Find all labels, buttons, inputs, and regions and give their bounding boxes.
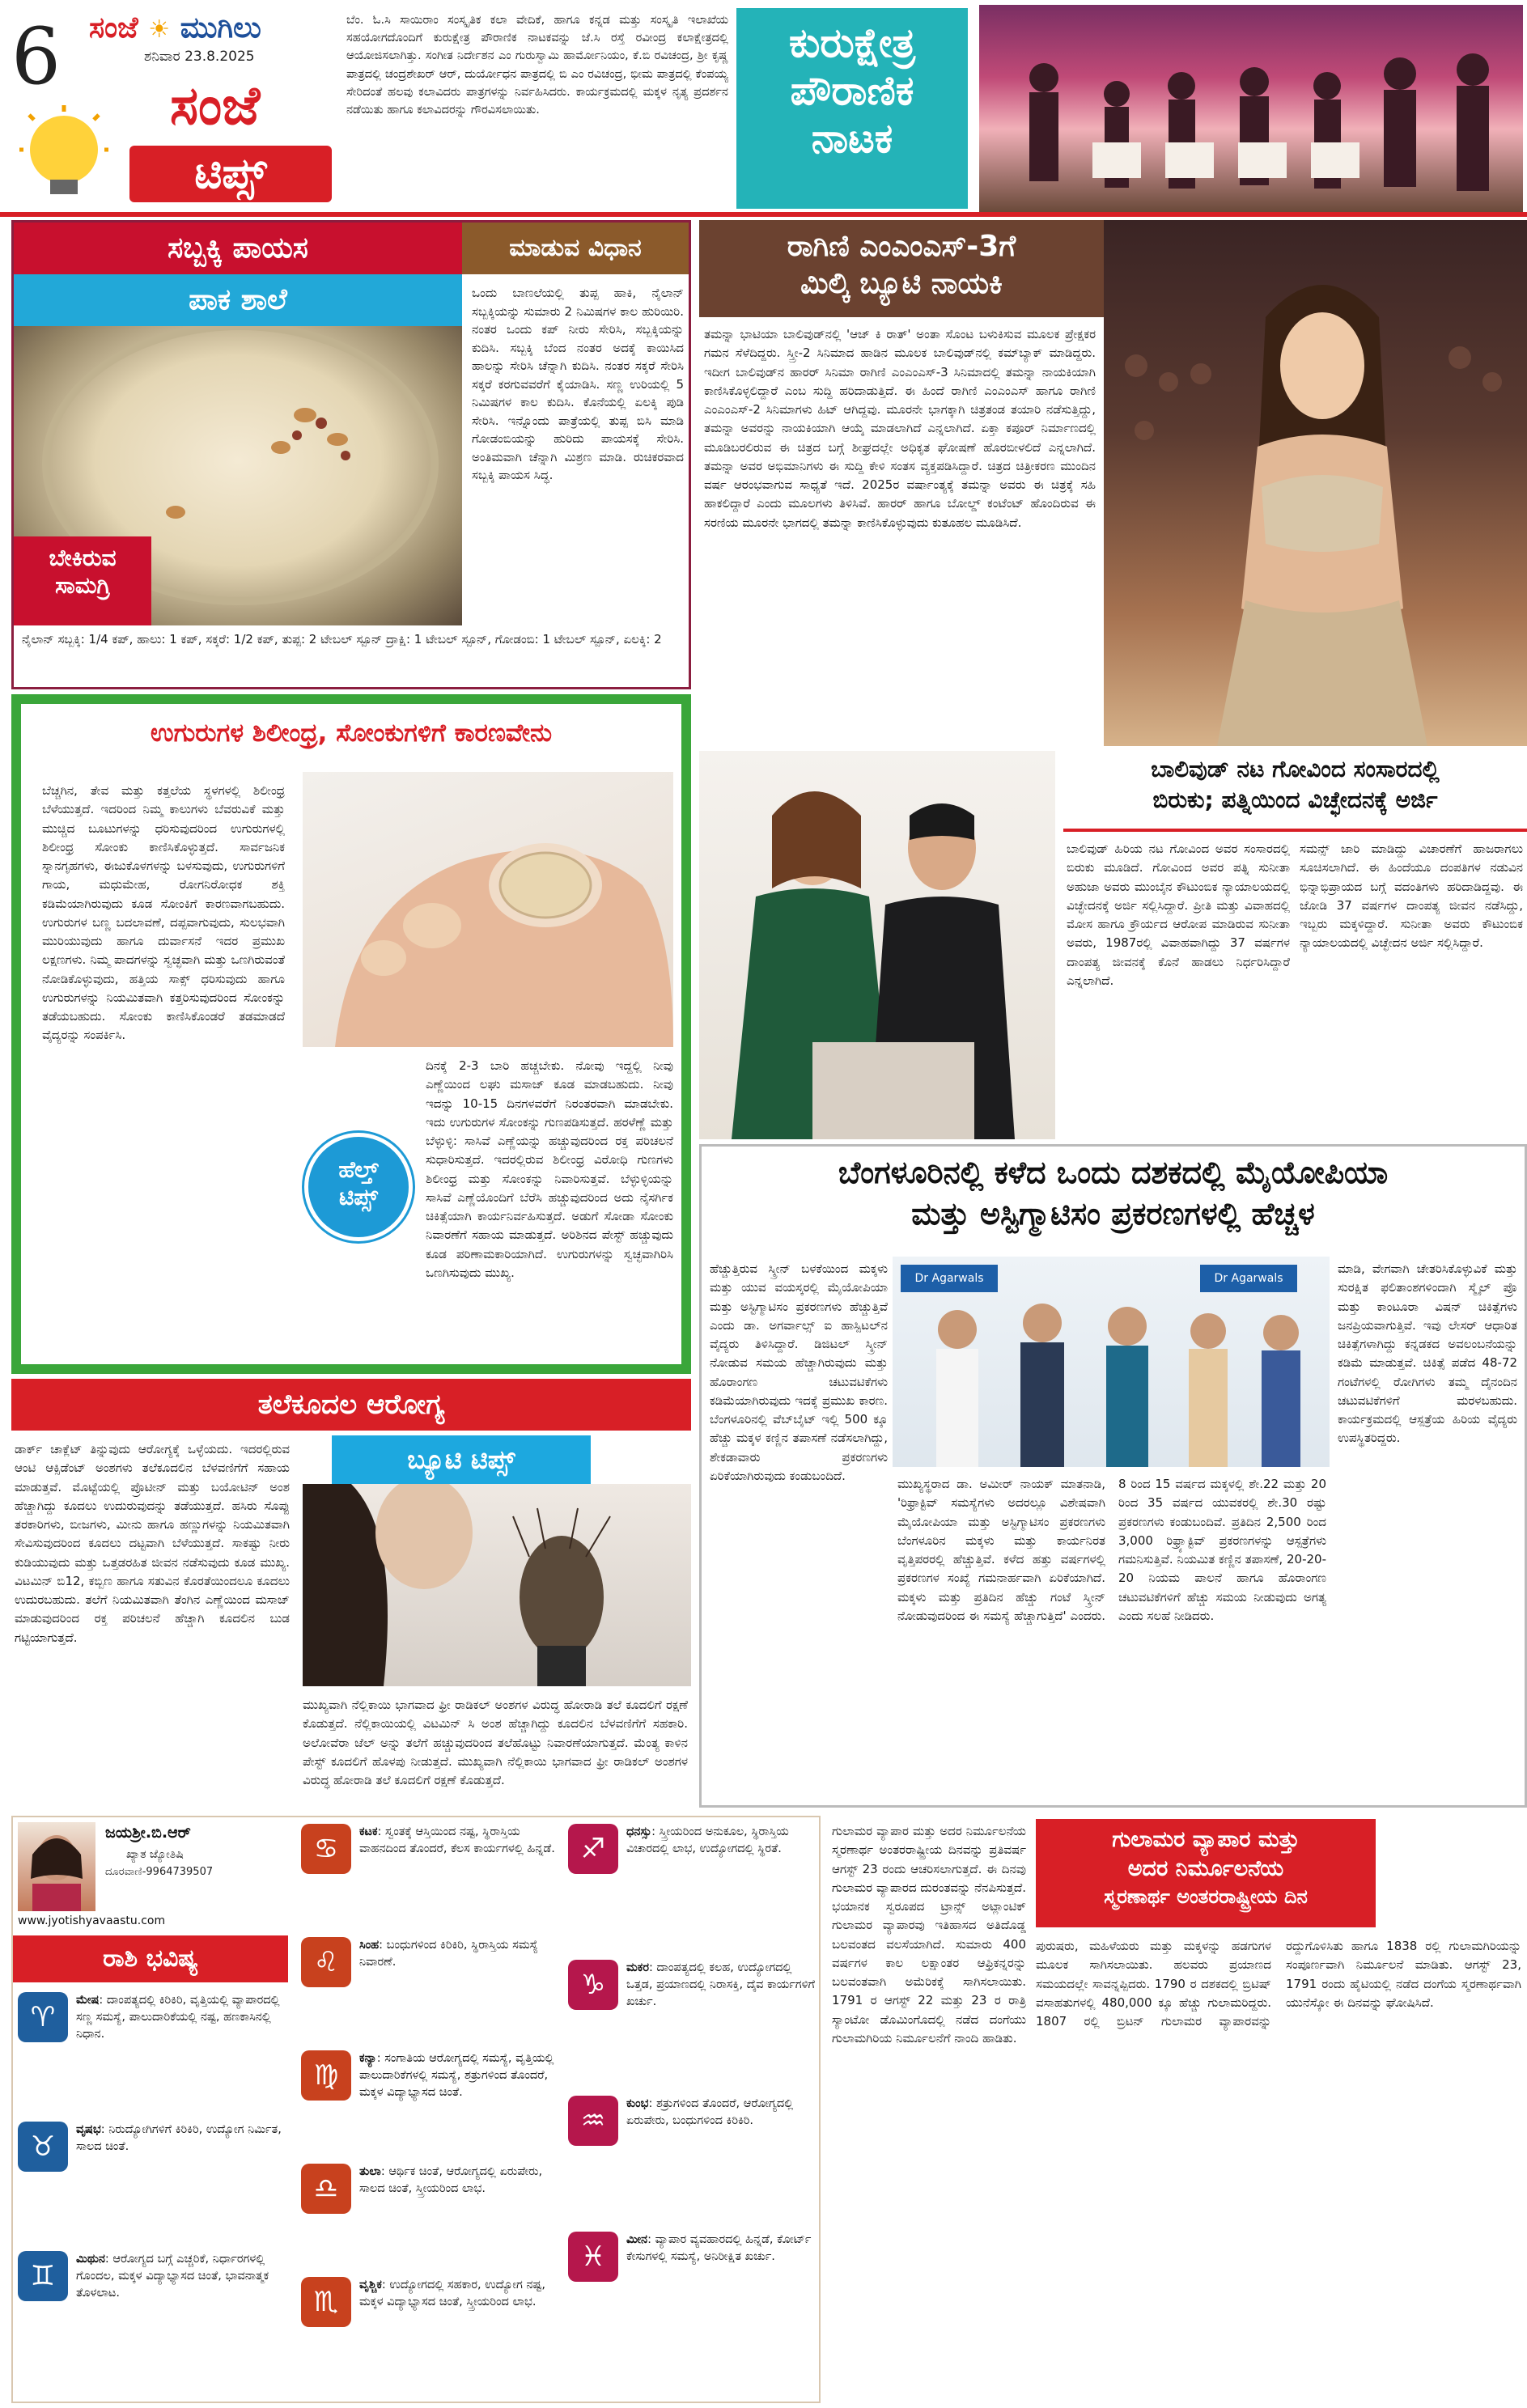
banner-title-a: ಕುರುಕ್ಷೇತ್ರ [789, 19, 915, 66]
paper-name-a: ಸಂಜೆ [89, 11, 138, 45]
recipe-title: ಸಬ್ಬಕ್ಕಿ ಪಾಯಸ [168, 231, 308, 265]
zodiac-icon: ♊ [18, 2251, 68, 2301]
ragini-title-b: ಮಿಲ್ಕಿ ಬ್ಯೂಟಿ ನಾಯಕಿ [800, 267, 1003, 300]
hair-article-a: ಡಾರ್ಕ್ ಚಾಕ್ಲೆಟ್ ತಿನ್ನುವುದು ಆರೋಗ್ಯಕ್ಕೆ ಒಳ್ಳೆಯದು. ಇದರಲ್ಲಿರುವ ಆಂಟಿ ಆಕ್ಸಿಡೆಂಟ್ ಅಂಶಗಳು ತಲೆಕೂದಲಿನ ಬೆಳವಣಿಗೆಗೆ ಸಹಾಯ ಮಾಡುತ್ತವೆ. ಮೊಟ್ಟೆಯಲ್ಲಿ ಪ್ರೊಟೀನ್ ಮತ್ತು ಬಯೋಟಿನ್ ಅಂಶ ಹೆಚ್ಚಾಗಿದ್ದು ಕೂದಲು ಉದುರುವುದನ್ನು ತಡೆಯುತ್ತದೆ. ಹಸಿರು ಸೊಪ್ಪು ತರಕಾರಿಗಳು, ಬೀಜಗಳು, ಮೀನು ಹಾಗೂ ಹಣ್ಣುಗಳನ್ನು ನಿಯಮಿತವಾಗಿ ಸೇವಿಸುವುದರಿಂದ ಕೂದಲು ದಟ್ಟವಾಗಿ ಬೆಳೆಯುತ್ತದೆ. ಸಾಕಷ್ಟು ನೀರು ಕುಡಿಯುವುದು ಮತ್ತು ಒತ್ತಡರಹಿತ ಜೀವನ ನಡೆಸುವುದು ಕೂಡ ಮುಖ್ಯ. ವಿಟಮಿನ್ ಬಿ12, ಕಬ್ಬಿಣ ಹಾಗೂ ಸತುವಿನ ಕೊರತೆಯಿಂದಲೂ ಕೂದಲು ಉದುರಬಹುದು. ತಲೆಗೆ ನಿಯಮಿತವಾಗಿ ತೆಂಗಿನ ಎಣ್ಣೆಯಿಂದ ಮಸಾಜ್ ಮಾಡುವುದರಿಂದ ರಕ್ತ ಪರಿಚಲನೆ ಹೆಚ್ಚಾಗಿ ಕೂದಲಿನ ಬುಡ ಗಟ್ಟಿಯಾಗುತ್ತದೆ. [15, 1442, 290, 1645]
astrologer-photo [18, 1822, 95, 1911]
zodiac-prediction: ಉದ್ಯೋಗದಲ್ಲಿ ಸಹಕಾರ, ಉದ್ಯೋಗ ನಷ್ಟ, ಮಕ್ಕಳ ವಿದ್ಯಾಭ್ಯಾಸದ ಚಿಂತೆ, ಸ್ತ್ರೀಯರಿಂದ ಲಾಭ. [359, 2279, 546, 2309]
date: ಶನಿವಾರ 23.8.2025 [144, 49, 255, 65]
masthead [0, 0, 1527, 212]
astrologer-name: ಜಯಶ್ರೀ.ಬಿ.ಆರ್ [105, 1824, 191, 1842]
zodiac-icon: ♓ [568, 2232, 618, 2282]
paper-logo [89, 11, 261, 45]
slavery-article-a: ಗುಲಾಮರ ವ್ಯಾಪಾರ ಮತ್ತು ಅದರ ನಿರ್ಮೂಲನೆಯ ಸ್ಮರಣಾರ್ಥ ಅಂತರರಾಷ್ಟ್ರೀಯ ದಿನವನ್ನು ಪ್ರತಿವರ್ಷ ಆಗಸ್ಟ್ 23 ರಂದು ಆಚರಿಸಲಾಗುತ್ತದೆ. ಈ ದಿನವು ಗುಲಾಮರ ವ್ಯಾಪಾರದ ದುರಂತವನ್ನು ನೆನಪಿಸುತ್ತದೆ. ಭಯಾನಕ ಸ್ವರೂಪದ ಟ್ರಾನ್ಸ್ ಅಟ್ಲಾಂಟಿಕ್ ಗುಲಾಮರ ವ್ಯಾಪಾರವು ಇತಿಹಾಸದ ಅತಿದೊಡ್ಡ ಬಲವಂತದ ವಲಸೆಯಾಗಿದೆ. ಸುಮಾರು 400 ವರ್ಷಗಳ ಕಾಲ ಲಕ್ಷಾಂತರ ಆಫ್ರಿಕನ್ನರನ್ನು ಬಲವಂತವಾಗಿ ಅಮೆರಿಕಕ್ಕೆ ಸಾಗಿಸಲಾಯಿತು. 1791 ರ ಆಗಸ್ಟ್ 22 ಮತ್ತು 23 ರ ರಾತ್ರಿ ಸ್ಯಾಂಟೋ ಡೊಮಿಂಗೊದಲ್ಲಿ ನಡೆದ ದಂಗೆಯು ಗುಲಾಮಗಿರಿಯ ನಿರ್ಮೂಲನೆಗೆ ನಾಂದಿ ಹಾಡಿತು. [832, 1824, 1026, 2046]
ragini-title-box [699, 220, 1104, 317]
myopia-article-b: ಮುಖ್ಯಸ್ಥರಾದ ಡಾ. ಅಮೀರ್ ನಾಯಕ್ ಮಾತನಾಡಿ, 'ರಿಫ್ರಾಕ್ಟಿವ್ ಸಮಸ್ಯೆಗಳು ಅದರಲ್ಲೂ ವಿಶೇಷವಾಗಿ ಮೈಯೋಪಿಯಾ ಮತ್ತು ಅಸ್ಟಿಗ್ಮಾಟಿಸಂ ಪ್ರಕರಣಗಳು ಬೆಂಗಳೂರಿನ ಮಕ್ಕಳು ಮತ್ತು ಕಾರ್ಯನಿರತ ವೃತ್ತಿಪರರಲ್ಲಿ ಹೆಚ್ಚುತ್ತಿವೆ. ಕಳೆದ ಹತ್ತು ವರ್ಷಗಳಲ್ಲಿ ಪ್ರಕರಣಗಳ ಸಂಖ್ಯೆ ಗಮನಾರ್ಹವಾಗಿ ಏರಿಕೆಯಾಗಿದೆ. ಮಕ್ಕಳು ಮತ್ತು ಪ್ರತಿದಿನ ಹೆಚ್ಚು ಗಂಟೆ ಸ್ಕ್ರೀನ್ ನೋಡುವುದರಿಂದ ಈ ಸಮಸ್ಯೆ ಹೆಚ್ಚಾಗುತ್ತಿದೆ' ಎಂದರು. 8 ರಿಂದ 15 ವರ್ಷದ ಮಕ್ಕಳಲ್ಲಿ ಶೇ.22 ಮತ್ತು 20 ರಿಂದ 35 ವರ್ಷದ ಯುವಕರಲ್ಲಿ ಶೇ.30 ರಷ್ಟು ಪ್ರಕರಣಗಳು ಕಂಡುಬಂದಿವೆ. ಪ್ರತಿದಿನ 2,500 ರಿಂದ 3,000 ರಿಫ್ರ್ಯಾಕ್ಟಿವ್ ಪ್ರಕರಣಗಳನ್ನು ಆಸ್ಪತ್ರೆಗಳು ಗಮನಿಸುತ್ತಿವೆ. ನಿಯಮಿತ ಕಣ್ಣಿನ ತಪಾಸಣೆ, 20-20-20 ನಿಯಮ ಪಾಲನೆ ಹಾಗೂ ಹೊರಾಂಗಣ ಚಟುವಟಿಕೆಗಳಿಗೆ ಹೆಚ್ಚು ಸಮಯ ನೀಡುವುದು ಅಗತ್ಯ ಎಂದು ಸಲಹೆ ನೀಡಿದರು. [897, 1477, 1326, 1623]
zodiac-prediction: ಬಂಧುಗಳಿಂದ ಕಿರಿಕಿರಿ, ಸ್ಥಿರಾಸ್ತಿಯ ಸಮಸ್ಯೆ ನಿವಾರಣೆ. [359, 1939, 538, 1969]
zodiac-prediction: ಶತ್ರುಗಳಿಂದ ತೊಂದರೆ, ಆರೋಗ್ಯದಲ್ಲಿ ಏರುಪೇರು, ಬಂಧುಗಳಿಂದ ಕಿರಿಕಿರಿ. [626, 2097, 794, 2128]
zodiac-text: ವೃಶ್ಚಿಕ: ಉದ್ಯೋಗದಲ್ಲಿ ಸಹಕಾರ, ಉದ್ಯೋಗ ನಷ್ಟ, ಮಕ್ಕಳ ವಿದ್ಯಾಭ್ಯಾಸದ ಚಿಂತೆ, ಸ್ತ್ರೀಯರಿಂದ ಲಾಭ. [359, 2279, 546, 2309]
zodiac-prediction: ನಿರುದ್ಯೋಗಿಗಳಿಗೆ ಕಿರಿಕಿರಿ, ಉದ್ಯೋಗ ನಿರ್ಮಿತ, ಸಾಲದ ಚಿಂತೆ. [76, 2123, 282, 2154]
astrologer-role: ಖ್ಯಾತ ಜ್ಯೋತಿಷಿ [126, 1848, 184, 1861]
clinic-banner-a: Dr Agarwals [901, 1265, 998, 1292]
nails-title-box [21, 704, 681, 762]
zodiac-prediction: ದಾಂಪತ್ಯದಲ್ಲಿ ಕಲಹ, ಉದ್ಯೋಗದಲ್ಲಿ ಒತ್ತಡ, ಪ್ರಯಾಣದಲ್ಲಿ ನಿರಾಸಕ್ತಿ, ದೈವ ಕಾರ್ಯಗಳಿಗೆ ಖರ್ಚು. [626, 1961, 815, 2009]
actress-photo [1104, 220, 1527, 746]
zodiac-text: ತುಲಾ: ಆರ್ಥಿಕ ಚಿಂತೆ, ಆರೋಗ್ಯದಲ್ಲಿ ಏರುಪೇರು, ಸಾಲದ ಚಿಂತೆ, ಸ್ತ್ರೀಯರಿಂದ ಲಾಭ. [359, 2165, 543, 2196]
zodiac-name: ಕುಂಭ [626, 2097, 649, 2110]
zodiac-text: ಧನಸ್ಸು: ಸ್ತ್ರೀಯರಿಂದ ಅನುಕೂಲ, ಸ್ಥಿರಾಸ್ತಿಯ ವಿಚಾರದಲ್ಲಿ ಲಾಭ, ಉದ್ಯೋಗದಲ್ಲಿ ಸ್ಥಿರತೆ. [626, 1825, 789, 1856]
kitchen-label-box [14, 274, 462, 326]
recipe-method: ಒಂದು ಬಾಣಲೆಯಲ್ಲಿ ತುಪ್ಪ ಹಾಕಿ, ನೈಲಾನ್ ಸಬ್ಬಕ್ಕಿಯನ್ನು ಸುಮಾರು 2 ನಿಮಿಷಗಳ ಕಾಲ ಹುರಿಯಿರಿ. ನಂತರ ಒಂದು ಕಪ್ ನೀರು ಸೇರಿಸಿ, ಸಬ್ಬಕ್ಕಿಯನ್ನು ಕುದಿಸಿ. ಸಬ್ಬಕ್ಕಿ ಬೆಂದ ನಂತರ ಅದಕ್ಕೆ ಕಾಯಿಸಿದ ಹಾಲನ್ನು ಸೇರಿಸಿ ಚೆನ್ನಾಗಿ ಕುದಿಸಿ. ನಂತರ ಸಕ್ಕರೆ ಸೇರಿಸಿ ಸಕ್ಕರೆ ಕರಗುವವರೆಗೆ ಕೈಯಾಡಿಸಿ. ಸಣ್ಣ ಉರಿಯಲ್ಲಿ 5 ನಿಮಿಷಗಳ ಕಾಲ ಕುದಿಸಿ. ಕೊನೆಯಲ್ಲಿ ಏಲಕ್ಕಿ ಪುಡಿ ಸೇರಿಸಿ. ಇನ್ನೊಂದು ಪಾತ್ರೆಯಲ್ಲಿ ತುಪ್ಪ ಬಿಸಿ ಮಾಡಿ ಗೋಡಂಬಿಯನ್ನು ಹುರಿದು ಪಾಯಸಕ್ಕೆ ಸೇರಿಸಿ. ಅಂತಿಮವಾಗಿ ಚೆನ್ನಾಗಿ ಮಿಶ್ರಣ ಮಾಡಿ. ರುಚಿಕರವಾದ ಸಬ್ಬಕ್ಕಿ ಪಾಯಸ ಸಿದ್ಧ. [472, 286, 684, 482]
zodiac-prediction: ಆರ್ಥಿಕ ಚಿಂತೆ, ಆರೋಗ್ಯದಲ್ಲಿ ಏರುಪೇರು, ಸಾಲದ ಚಿಂತೆ, ಸ್ತ್ರೀಯರಿಂದ ಲಾಭ. [359, 2165, 543, 2196]
recipe-title-box [14, 223, 462, 274]
zodiac-prediction: ಆರೋಗ್ಯದ ಬಗ್ಗೆ ಎಚ್ಚರಿಕೆ, ನಿರ್ಧಾರಗಳಲ್ಲಿ ಗೊಂದಲ, ಮಕ್ಕಳ ವಿದ್ಯಾಭ್ಯಾಸದ ಚಿಂತೆ, ಭಾವನಾತ್ಮಕ ತೊಳಲಾಟ. [76, 2253, 269, 2300]
govinda-title [1063, 751, 1527, 832]
govinda-title-b: ಬಿರುಕು; ಪತ್ನಿಯಿಂದ ವಿಚ್ಛೇದನಕ್ಕೆ ಅರ್ಜಿ [1152, 786, 1438, 813]
horoscope-title: ರಾಶಿ ಭವಿಷ್ಯ [103, 1944, 198, 1973]
slavery-title-c: ಸ್ಮರಣಾರ್ಥ ಅಂತರರಾಷ್ಟ್ರೀಯ ದಿನ [1104, 1885, 1308, 1908]
signs-column-2 [301, 1824, 558, 2390]
zodiac-sign [568, 1960, 816, 2096]
govinda-section [699, 751, 1527, 1139]
health-tips-a: ಹೆಲ್ತ್ [338, 1156, 379, 1183]
hair-article-b: ಮುಖ್ಯವಾಗಿ ನೆಲ್ಲಿಕಾಯಿ ಭಾಗವಾದ ಫ್ರೀ ರಾಡಿಕಲ್ ಅಂಶಗಳ ವಿರುದ್ಧ ಹೋರಾಡಿ ತಲೆ ಕೂದಲಿಗೆ ರಕ್ಷಣೆ ಕೊಡುತ್ತದೆ. ನೆಲ್ಲಿಕಾಯಿಯಲ್ಲಿ ವಿಟಮಿನ್ ಸಿ ಅಂಶ ಹೆಚ್ಚಾಗಿದ್ದು ಕೂದಲಿನ ಬೆಳವಣಿಗೆಗೆ ಸಹಕಾರಿ. ಅಲೋವೆರಾ ಜೆಲ್ ಅನ್ನು ತಲೆಗೆ ಹಚ್ಚುವುದರಿಂದ ತಲೆಹೊಟ್ಟು ನಿವಾರಣೆಯಾಗುತ್ತದೆ. ಮೆಂತ್ಯ ಕಾಳಿನ ಪೇಸ್ಟ್ ಕೂದಲಿಗೆ ಹೊಳಪು ನೀಡುತ್ತದೆ. ಮುಖ್ಯವಾಗಿ ನೆಲ್ಲಿಕಾಯಿ ಭಾಗವಾದ ಫ್ರೀ ರಾಡಿಕಲ್ ಅಂಶಗಳ ವಿರುದ್ಧ ಹೋರಾಡಿ ತಲೆ ಕೂದಲಿಗೆ ರಕ್ಷಣೆ ಕೊಡುತ್ತದೆ. [303, 1698, 688, 1787]
section-label-a: ಸಂಜೆ [170, 74, 261, 137]
zodiac-name: ಕನ್ಯಾ [359, 2052, 377, 2065]
kitchen-label: ಪಾಕ ಶಾಲೆ [189, 283, 287, 316]
slavery-article-b: ಪುರುಷರು, ಮಹಿಳೆಯರು ಮತ್ತು ಮಕ್ಕಳನ್ನು ಹಡಗುಗಳ ಮೂಲಕ ಸಾಗಿಸಲಾಯಿತು. ಹಲವರು ಪ್ರಯಾಣದ ಸಮಯದಲ್ಲೇ ಸಾವನ್ನಪ್ಪಿದರು. 1790 ರ ದಶಕದಲ್ಲಿ ಬ್ರಿಟಿಷ್ ವಸಾಹತುಗಳಲ್ಲಿ 480,000 ಕ್ಕೂ ಹೆಚ್ಚು ಗುಲಾಮರಿದ್ದರು. 1807 ರಲ್ಲಿ ಬ್ರಿಟನ್ ಗುಲಾಮರ ವ್ಯಾಪಾರವನ್ನು ರದ್ದುಗೊಳಿಸಿತು ಹಾಗೂ 1838 ರಲ್ಲಿ ಗುಲಾಮಗಿರಿಯನ್ನು ಸಂಪೂರ್ಣವಾಗಿ ನಿರ್ಮೂಲನೆ ಮಾಡಿತು. ಆಗಸ್ಟ್ 23, 1791 ರಂದು ಹೈಟಿಯಲ್ಲಿ ನಡೆದ ದಂಗೆಯ ಸ್ಮರಣಾರ್ಥವಾಗಿ ಯುನೆಸ್ಕೋ ಈ ದಿನವನ್ನು ಘೋಷಿಸಿದೆ. [1036, 1939, 1521, 2029]
paper-name-b: ಮುಗಿಲು [180, 11, 261, 45]
beauty-tips-label: ಬ್ಯೂಟಿ ಟಿಪ್ಸ್ [332, 1435, 591, 1484]
zodiac-name: ಸಿಂಹ [359, 1939, 380, 1952]
zodiac-sign [18, 2122, 293, 2251]
zodiac-prediction: ಸ್ವಂತಕ್ಕೆ ಆಸ್ತಿಯಿಂದ ನಷ್ಟ, ಸ್ಥಿರಾಸ್ತಿಯ ವಾಹನದಿಂದ ತೊಂದರೆ, ಕೆಲಸ ಕಾರ್ಯಗಳಲ್ಲಿ ಹಿನ್ನಡೆ. [359, 1825, 555, 1856]
nails-title: ಉಗುರುಗಳ ಶಿಲೀಂಧ್ರ, ಸೋಂಕುಗಳಿಗೆ ಕಾರಣವೇನು [150, 719, 553, 748]
method-label: ಮಾಡುವ ವಿಧಾನ [509, 234, 642, 262]
hair-section [11, 1379, 691, 1808]
page-number: 6 [11, 11, 62, 102]
zodiac-sign [301, 1937, 558, 2050]
myopia-title [702, 1147, 1525, 1252]
clinic-banner-b: Dr Agarwals [1200, 1265, 1297, 1292]
myopia-article-c: ಮಾಡಿ, ವೇಗವಾಗಿ ಚೇತರಿಸಿಕೊಳ್ಳುವಿಕೆ ಮತ್ತು ಸುರಕ್ಷಿತ ಫಲಿತಾಂಶಗಳಿಂದಾಗಿ ಸ್ಮೈಲ್ ಪ್ರೊ ಮತ್ತು ಕಾಂಟೂರಾ ವಿಷನ್ ಚಿಕಿತ್ಸೆಗಳು ಜನಪ್ರಿಯವಾಗುತ್ತಿವೆ. ಇವು ಲೇಸರ್ ಆಧಾರಿತ ಚಿಕಿತ್ಸೆಗಳಾಗಿದ್ದು ಕನ್ನಡಕದ ಅವಲಂಬನೆಯನ್ನು ಕಡಿಮೆ ಮಾಡುತ್ತವೆ. ಚಿಕಿತ್ಸೆ ಪಡೆದ 48-72 ಗಂಟೆಗಳಲ್ಲಿ ರೋಗಿಗಳು ತಮ್ಮ ದೈನಂದಿನ ಚಟುವಟಿಕೆಗಳಿಗೆ ಮರಳಬಹುದು. ಕಾರ್ಯಕ್ರಮದಲ್ಲಿ ಆಸ್ಪತ್ರೆಯ ಹಿರಿಯ ವೈದ್ಯರು ಉಪಸ್ಥಿತರಿದ್ದರು. [1338, 1261, 1517, 1446]
zodiac-icon: ♏ [301, 2277, 351, 2327]
sun-icon: ☀ [148, 15, 171, 44]
zodiac-text: ಮೀನ: ವ್ಯಾಪಾರ ವ್ಯವಹಾರದಲ್ಲಿ ಹಿನ್ನಡೆ, ಕೋರ್ಟ್ ಕೇಸುಗಳಲ್ಲಿ ಸಮಸ್ಯೆ, ಅನಿರೀಕ್ಷಿತ ಖರ್ಚು. [626, 2233, 812, 2264]
clinic-photo [893, 1257, 1330, 1467]
zodiac-name: ಮಕರ [626, 1961, 649, 1974]
health-tips-b: ಟಿಪ್ಸ್ [339, 1184, 378, 1210]
zodiac-icon: ♋ [301, 1824, 351, 1874]
zodiac-name: ವೃಷಭ [76, 2123, 101, 2136]
zodiac-text: ಕನ್ಯಾ: ಸಂಗಾತಿಯ ಆರೋಗ್ಯದಲ್ಲಿ ಸಮಸ್ಯೆ, ವೃತ್ತಿಯಲ್ಲಿ ಪಾಲುದಾರಿಕೆಗಳಲ್ಲಿ ಸಮಸ್ಯೆ, ಶತ್ರುಗಳಿಂದ ತೊಂದರೆ, ಮಕ್ಕಳ ವಿದ್ಯಾಭ್ಯಾಸದ ಚಿಂತೆ. [359, 2052, 554, 2100]
zodiac-name: ಮಿಥುನ [76, 2253, 105, 2266]
zodiac-sign [568, 1824, 816, 1960]
signs-column-3 [568, 1824, 816, 2368]
banner-title-c: ನಾಟಕ [811, 115, 893, 162]
recipe-section [11, 220, 691, 689]
zodiac-prediction: ಸ್ತ್ರೀಯರಿಂದ ಅನುಕೂಲ, ಸ್ಥಿರಾಸ್ತಿಯ ವಿಚಾರದಲ್ಲಿ ಲಾಭ, ಉದ್ಯೋಗದಲ್ಲಿ ಸ್ಥಿರತೆ. [626, 1825, 789, 1856]
zodiac-text: ಸಿಂಹ: ಬಂಧುಗಳಿಂದ ಕಿರಿಕಿರಿ, ಸ್ಥಿರಾಸ್ತಿಯ ಸಮಸ್ಯೆ ನಿವಾರಣೆ. [359, 1939, 538, 1969]
slavery-title-a: ಗುಲಾಮರ ವ್ಯಾಪಾರ ಮತ್ತು [1112, 1827, 1300, 1852]
zodiac-sign [18, 1992, 293, 2122]
section-label-b-box [129, 146, 332, 202]
zodiac-sign [301, 2277, 558, 2390]
zodiac-icon: ♐ [568, 1824, 618, 1874]
zodiac-prediction: ವ್ಯಾಪಾರ ವ್ಯವಹಾರದಲ್ಲಿ ಹಿನ್ನಡೆ, ಕೋರ್ಟ್ ಕೇಸುಗಳಲ್ಲಿ ಸಮಸ್ಯೆ, ಅನಿರೀಕ್ಷಿತ ಖರ್ಚು. [626, 2233, 812, 2264]
zodiac-name: ಮೇಷ [76, 1994, 100, 2007]
zodiac-text: ವೃಷಭ: ನಿರುದ್ಯೋಗಿಗಳಿಗೆ ಕಿರಿಕಿರಿ, ಉದ್ಯೋಗ ನಿರ್ಮಿತ, ಸಾಲದ ಚಿಂತೆ. [76, 2123, 282, 2154]
zodiac-icon: ♉ [18, 2122, 68, 2172]
ragini-article: ತಮನ್ನಾ ಭಾಟಿಯಾ ಬಾಲಿವುಡ್‌ನಲ್ಲಿ 'ಆಜ್ ಕಿ ರಾತ್' ಅಂತಾ ಸೊಂಟ ಬಳುಕಿಸುವ ಮೂಲಕ ಪ್ರೇಕ್ಷಕರ ಗಮನ ಸೆಳೆದಿದ್ದರು. ಸ್ತ್ರೀ-2 ಸಿನಿಮಾದ ಹಾಡಿನ ಮೂಲಕ ಬಾಲಿವುಡ್‌ನಲ್ಲಿ ಕಮ್‌ಬ್ಯಾಕ್ ಮಾಡಿದ್ದರು. ಇದೀಗ ಬಾಲಿವುಡ್‌ನ ಹಾರರ್ ಸಿನಿಮಾ ರಾಗಿಣಿ ಎಂಎಂಎಸ್-3 ಸಿನಿಮಾದಲ್ಲಿ ತಮನ್ನಾ ನಾಯಕಿಯಾಗಿ ಕಾಣಿಸಿಕೊಳ್ಳಲಿದ್ದಾರೆ ಎಂಬ ಸುದ್ದಿ ಹರಿದಾಡುತ್ತಿದೆ. ಈ ಹಿಂದೆ ರಾಗಿಣಿ ಎಂಎಂಎಸ್ ಹಾಗೂ ರಾಗಿಣಿ ಎಂಎಂಎಸ್-2 ಸಿನಿಮಾಗಳು ಹಿಟ್ ಆಗಿದ್ದವು. ಮೂರನೇ ಭಾಗಕ್ಕಾಗಿ ಚಿತ್ರತಂಡ ತಯಾರಿ ನಡೆಸುತ್ತಿದ್ದು, ತಮನ್ನಾ ಅವರನ್ನು ನಾಯಕಿಯಾಗಿ ಆಯ್ಕೆ ಮಾಡಲಾಗಿದೆ ಎನ್ನಲಾಗಿದೆ. ಏಕ್ತಾ ಕಪೂರ್ ನಿರ್ಮಾಣದಲ್ಲಿ ಮೂಡಿಬರಲಿರುವ ಈ ಚಿತ್ರದ ಬಗ್ಗೆ ಶೀಘ್ರದಲ್ಲೇ ಅಧಿಕೃತ ಘೋಷಣೆ ಹೊರಬೀಳಲಿದೆ ಎನ್ನಲಾಗಿದೆ. ತಮನ್ನಾ ಅವರ ಅಭಿಮಾನಿಗಳು ಈ ಸುದ್ದಿ ಕೇಳಿ ಸಂತಸ ವ್ಯಕ್ತಪಡಿಸಿದ್ದಾರೆ. ಚಿತ್ರದ ಚಿತ್ರೀಕರಣ ಮುಂದಿನ ವರ್ಷ ಆರಂಭವಾಗುವ ಸಾಧ್ಯತೆ ಇದೆ. 2025ರ ವರ್ಷಾಂತ್ಯಕ್ಕೆ ತಮನ್ನಾ ಅವರು ಈ ಚಿತ್ರಕ್ಕೆ ಸಹಿ ಹಾಕಲಿದ್ದಾರೆ ಎಂದು ಮೂಲಗಳು ತಿಳಿಸಿವೆ. ಹಾರರ್ ಹಾಗೂ ಬೋಲ್ಡ್ ಕಂಟೆಂಟ್ ಹೊಂದಿರುವ ಈ ಸರಣಿಯ ಮೂರನೇ ಭಾಗದಲ್ಲಿ ತಮನ್ನಾ ಕಾಣಿಸಿಕೊಳ್ಳುವುದು ಕುತೂಹಲ ಮೂಡಿಸಿದೆ. [704, 327, 1096, 530]
govinda-article-a: ಬಾಲಿವುಡ್ ಹಿರಿಯ ನಟ ಗೋವಿಂದ ಅವರ ಸಂಸಾರದಲ್ಲಿ ಬಿರುಕು ಮೂಡಿದೆ. ಗೋವಿಂದ ಅವರ ಪತ್ನಿ ಸುನೀತಾ ಅಹುಜಾ ಅವರು ಮುಂಬೈನ ಕೌಟುಂಬಿಕ ನ್ಯಾಯಾಲಯದಲ್ಲಿ ವಿಚ್ಛೇದನಕ್ಕೆ ಅರ್ಜಿ ಸಲ್ಲಿಸಿದ್ದಾರೆ. ಪ್ರೀತಿ ಮತ್ತು ವಿವಾಹದಲ್ಲಿ ಮೋಸ ಹಾಗೂ ಕ್ರೌರ್ಯದ ಆರೋಪ ಮಾಡಿರುವ ಸುನೀತಾ ಅವರು, 1987ರಲ್ಲಿ ವಿವಾಹವಾಗಿದ್ದು 37 ವರ್ಷಗಳ ದಾಂಪತ್ಯ ಜೀವನಕ್ಕೆ ಕೊನೆ ಹಾಡಲು ನಿರ್ಧರಿಸಿದ್ದಾರೆ ಎನ್ನಲಾಗಿದೆ. [1067, 842, 1290, 988]
zodiac-text: ಮಕರ: ದಾಂಪತ್ಯದಲ್ಲಿ ಕಲಹ, ಉದ್ಯೋಗದಲ್ಲಿ ಒತ್ತಡ, ಪ್ರಯಾಣದಲ್ಲಿ ನಿರಾಸಕ್ತಿ, ದೈವ ಕಾರ್ಯಗಳಿಗೆ ಖರ್ಚು. [626, 1961, 815, 2009]
nails-article-b: ದಿನಕ್ಕೆ 2-3 ಬಾರಿ ಹಚ್ಚಬೇಕು. ನೋವು ಇದ್ದಲ್ಲಿ ನೀವು ಎಣ್ಣೆಯಿಂದ ಲಘು ಮಸಾಜ್ ಕೂಡ ಮಾಡಬಹುದು. ನೀವು ಇದನ್ನು 10-15 ದಿನಗಳವರೆಗೆ ನಿರಂತರವಾಗಿ ಮಾಡಬೇಕು. ಇದು ಉಗುರುಗಳ ಸೋಂಕನ್ನು ಗುಣಪಡಿಸುತ್ತದೆ. ಹರಳೆಣ್ಣೆ ಮತ್ತು ಬೆಳ್ಳುಳ್ಳಿ: ಸಾಸಿವೆ ಎಣ್ಣೆಯನ್ನು ಹಚ್ಚುವುದರಿಂದ ರಕ್ತ ಪರಿಚಲನೆ ಸುಧಾರಿಸುತ್ತದೆ. ಇದರಲ್ಲಿರುವ ಶಿಲೀಂಧ್ರ ವಿರೋಧಿ ಗುಣಗಳು ಶಿಲೀಂಧ್ರ ಮತ್ತು ಸೋಂಕನ್ನು ನಿವಾರಿಸುತ್ತವೆ. ಬೆಳ್ಳುಳ್ಳಿಯನ್ನು ಸಾಸಿವೆ ಎಣ್ಣೆಯೊಂದಿಗೆ ಬೆರೆಸಿ ಹಚ್ಚುವುದರಿಂದ ಅದು ನೈಸರ್ಗಿಕ ಚಿಕಿತ್ಸೆಯಾಗಿ ಕಾರ್ಯನಿರ್ವಹಿಸುತ್ತದೆ. ಅಡುಗೆ ಸೋಡಾ ಸೋಂಕು ನಿವಾರಣೆಗೆ ಸಹಾಯ ಮಾಡುತ್ತದೆ. ಅರಿಶಿನದ ಪೇಸ್ಟ್ ಹಚ್ಚುವುದು ಕೂಡ ಪರಿಣಾಮಕಾರಿಯಾಗಿದೆ. ಉಗುರುಗಳನ್ನು ಸ್ವಚ್ಛವಾಗಿರಿಸಿ ಒಣಗಿಸುವುದು ಮುಖ್ಯ. [426, 1058, 673, 1280]
toe-photo [303, 772, 673, 1047]
zodiac-icon: ♑ [568, 1960, 618, 2010]
astrologer-phone: ದೂರವಾಣಿ-9964739507 [105, 1866, 214, 1878]
zodiac-icon: ♎ [301, 2164, 351, 2214]
ingredients-label-b: ಸಾಮಗ್ರಿ [55, 572, 110, 599]
nails-article-a: ಬೆಚ್ಚಗಿನ, ತೇವ ಮತ್ತು ಕತ್ತಲೆಯ ಸ್ಥಳಗಳಲ್ಲಿ ಶಿಲೀಂಧ್ರ ಬೆಳೆಯುತ್ತದೆ. ಇದರಿಂದ ನಿಮ್ಮ ಕಾಲುಗಳು ಬೆವರುವಿಕೆ ಮತ್ತು ಮುಚ್ಚಿದ ಬೂಟುಗಳನ್ನು ಧರಿಸುವುದರಿಂದ ಉಗುರುಗಳಲ್ಲಿ ಶಿಲೀಂಧ್ರ ಸೋಂಕು ಕಾಣಿಸಿಕೊಳ್ಳುತ್ತದೆ. ಸಾರ್ವಜನಿಕ ಸ್ನಾನಗೃಹಗಳು, ಈಜುಕೊಳಗಳನ್ನು ಬಳಸುವುದು, ಉಗುರುಗಳಿಗೆ ಗಾಯ, ಮಧುಮೇಹ, ರೋಗನಿರೋಧಕ ಶಕ್ತಿ ಕಡಿಮೆಯಾಗಿರುವುದು ಕೂಡ ಸೋಂಕಿಗೆ ಕಾರಣವಾಗಬಹುದು. ಉಗುರುಗಳ ಬಣ್ಣ ಬದಲಾವಣೆ, ದಪ್ಪವಾಗುವುದು, ಸುಲಭವಾಗಿ ಮುರಿಯುವುದು ಹಾಗೂ ದುರ್ವಾಸನೆ ಇದರ ಪ್ರಮುಖ ಲಕ್ಷಣಗಳು. ನಿಮ್ಮ ಪಾದಗಳನ್ನು ಸ್ವಚ್ಛವಾಗಿ ಮತ್ತು ಒಣಗಿರುವಂತೆ ನೋಡಿಕೊಳ್ಳುವುದು, ಹತ್ತಿಯ ಸಾಕ್ಸ್ ಧರಿಸುವುದು ಹಾಗೂ ಉಗುರುಗಳನ್ನು ನಿಯಮಿತವಾಗಿ ಕತ್ತರಿಸುವುದರಿಂದ ಸೋಂಕನ್ನು ತಡೆಯಬಹುದು. ಸೋಂಕು ಕಾಣಿಸಿಕೊಂಡರೆ ತಡಮಾಡದೆ ವೈದ್ಯರನ್ನು ಸಂಪರ್ಕಿಸಿ. [42, 783, 285, 1043]
drama-event-photo [979, 5, 1523, 212]
nails-section [11, 694, 691, 1374]
zodiac-sign [568, 2232, 816, 2368]
ragini-section [699, 220, 1527, 746]
zodiac-sign [18, 2251, 293, 2380]
astrologer-website: www.jyotishyavaastu.com [18, 1914, 166, 1927]
banner-title-b: ಪೌರಾಣಿಕ [790, 67, 914, 114]
zodiac-name: ತುಲಾ [359, 2165, 381, 2178]
zodiac-sign [301, 2050, 558, 2164]
zodiac-name: ಮೀನ [626, 2233, 648, 2246]
zodiac-name: ಕಟಕ [359, 1825, 378, 1838]
horoscope-title-box [13, 1935, 288, 1982]
ragini-title-a: ರಾಗಿಣಿ ಎಂಎಂಎಸ್-3ಗೆ [787, 230, 1016, 263]
divider [0, 212, 1527, 217]
ingredients-label-a: ಬೇಕಿರುವ [49, 545, 117, 571]
zodiac-text: ಮೇಷ: ದಾಂಪತ್ಯದಲ್ಲಿ ಕಿರಿಕಿರಿ, ವೃತ್ತಿಯಲ್ಲಿ ವ್ಯಾಪಾರದಲ್ಲಿ ಸಣ್ಣ ಸಮಸ್ಯೆ, ಪಾಲುದಾರಿಕೆಯಲ್ಲಿ ನಷ್ಟ, ಹಣಕಾಸಿನಲ್ಲಿ ನಿಧಾನ. [76, 1994, 280, 2041]
hair-photo [303, 1484, 691, 1686]
myopia-article-a: ಹೆಚ್ಚುತ್ತಿರುವ ಸ್ಕ್ರೀನ್ ಬಳಕೆಯಿಂದ ಮಕ್ಕಳು ಮತ್ತು ಯುವ ವಯಸ್ಕರಲ್ಲಿ ಮೈಯೋಪಿಯಾ ಮತ್ತು ಅಸ್ಟಿಗ್ಮಾಟಿಸಂ ಪ್ರಕರಣಗಳು ಹೆಚ್ಚುತ್ತಿವೆ ಎಂದು ಡಾ. ಅಗರ್ವಾಲ್ಸ್ ಐ ಹಾಸ್ಪಿಟಲ್‌ನ ವೈದ್ಯರು ತಿಳಿಸಿದ್ದಾರೆ. ಡಿಜಿಟಲ್ ಸ್ಕ್ರೀನ್ ನೋಡುವ ಸಮಯ ಹೆಚ್ಚಾಗಿರುವುದು ಮತ್ತು ಹೊರಾಂಗಣ ಚಟುವಟಿಕೆಗಳು ಕಡಿಮೆಯಾಗಿರುವುದು ಇದಕ್ಕೆ ಪ್ರಮುಖ ಕಾರಣ. ಬೆಂಗಳೂರಿನಲ್ಲಿ ವೆಬ್‌ಬೈಟ್ ಇಲ್ಲಿ 500 ಕ್ಕೂ ಹೆಚ್ಚು ಮಕ್ಕಳ ಕಣ್ಣಿನ ತಪಾಸಣೆ ನಡೆಸಲಾಗಿದ್ದು, ಶೇಕಡಾವಾರು ಪ್ರಕರಣಗಳು ಏರಿಕೆಯಾಗಿರುವುದು ಕಂಡುಬಂದಿದೆ. [710, 1261, 888, 1483]
govinda-title-a: ಬಾಲಿವುಡ್ ನಟ ಗೋವಿಂದ ಸಂಸಾರದಲ್ಲಿ [1151, 756, 1440, 782]
hair-title-box [11, 1379, 691, 1431]
zodiac-prediction: ಸಂಗಾತಿಯ ಆರೋಗ್ಯದಲ್ಲಿ ಸಮಸ್ಯೆ, ವೃತ್ತಿಯಲ್ಲಿ ಪಾಲುದಾರಿಕೆಗಳಲ್ಲಿ ಸಮಸ್ಯೆ, ಶತ್ರುಗಳಿಂದ ತೊಂದರೆ, ಮಕ್ಕಳ ವಿದ್ಯಾಭ್ಯಾಸದ ಚಿಂತೆ. [359, 2052, 554, 2100]
zodiac-text: ಕಟಕ: ಸ್ವಂತಕ್ಕೆ ಆಸ್ತಿಯಿಂದ ನಷ್ಟ, ಸ್ಥಿರಾಸ್ತಿಯ ವಾಹನದಿಂದ ತೊಂದರೆ, ಕೆಲಸ ಕಾರ್ಯಗಳಲ್ಲಿ ಹಿನ್ನಡೆ. [359, 1825, 555, 1856]
slavery-section [829, 1816, 1527, 2403]
zodiac-text: ಮಿಥುನ: ಆರೋಗ್ಯದ ಬಗ್ಗೆ ಎಚ್ಚರಿಕೆ, ನಿರ್ಧಾರಗಳಲ್ಲಿ ಗೊಂದಲ, ಮಕ್ಕಳ ವಿದ್ಯಾಭ್ಯಾಸದ ಚಿಂತೆ, ಭಾವನಾತ್ಮಕ ತೊಳಲಾಟ. [76, 2253, 269, 2300]
zodiac-text: ಕುಂಭ: ಶತ್ರುಗಳಿಂದ ತೊಂದರೆ, ಆರೋಗ್ಯದಲ್ಲಿ ಏರುಪೇರು, ಬಂಧುಗಳಿಂದ ಕಿರಿಕಿರಿ. [626, 2097, 794, 2128]
signs-column-1 [18, 1992, 293, 2380]
ingredients-list: ನೈಲಾನ್ ಸಬ್ಬಕ್ಕಿ: 1/4 ಕಪ್, ಹಾಲು: 1 ಕಪ್, ಸಕ್ಕರೆ: 1/2 ಕಪ್, ತುಪ್ಪ: 2 ಟೇಬಲ್ ಸ್ಪೂನ್ ದ್ರಾಕ್ಷಿ: 1 ಟೇಬಲ್ ಸ್ಪೂನ್, ಗೋಡಂಬಿ: 1 ಟೇಬಲ್ ಸ್ಪೂನ್, ಏಲಕ್ಕಿ: 2 [22, 632, 662, 647]
event-intro: ಬೆಂ. ಓ.ಸಿ ಸಾಯಿರಾಂ ಸಂಸ್ಕೃತಿಕ ಕಲಾ ವೇದಿಕೆ, ಹಾಗೂ ಕನ್ನಡ ಮತ್ತು ಸಂಸ್ಕೃತಿ ಇಲಾಖೆಯ ಸಹಯೋಗದೊಂದಿಗೆ ಕುರುಕ್ಷೇತ್ರ ಪೌರಾಣಿಕ ನಾಟಕವನ್ನು ಜೆ.ಸಿ ರಸ್ತೆ ರವೀಂದ್ರ ಕಲಾಕ್ಷೇತ್ರದಲ್ಲಿ ಆಯೋಜಿಸಲಾಗಿತ್ತು. ಸಂಗೀತ ನಿರ್ದೇಶನ ಎಂ ಗುರುಸ್ವಾಮಿ ಹಾರ್ಮೋನಿಯಂ, ಕೆ.ಬಿ ರವಿಚಂದ್ರ, ಶ್ರೀ ಕೃಷ್ಣ ಪಾತ್ರದಲ್ಲಿ ಚಂದ್ರಶೇಖರ್ ಆರ್, ದುರ್ಯೋಧನ ಪಾತ್ರದಲ್ಲಿ ಬಿ ಎಂ ರವಿಚಂದ್ರ, ಭೀಮ ಪಾತ್ರದಲ್ಲಿ ಕೆಂಪಯ್ಯ ಸೇರಿದಂತೆ ಹಲವು ಕಲಾವಿದರು ಪಾತ್ರಗಳನ್ನು ನಿರ್ವಹಿಸಿದರು. ಕಾರ್ಯಕ್ರಮದಲ್ಲಿ ಮಕ್ಕಳ ನೃತ್ಯ ಪ್ರದರ್ಶನ ನಡೆಯಿತು ಹಾಗೂ ಕಲಾವಿದರನ್ನು ಗೌರವಿಸಲಾಯಿತು. [346, 14, 728, 117]
zodiac-sign [301, 1824, 558, 1937]
zodiac-icon: ♌ [301, 1937, 351, 1987]
zodiac-name: ಧನಸ್ಸು [626, 1825, 652, 1838]
zodiac-sign [301, 2164, 558, 2277]
zodiac-icon: ♈ [18, 1992, 68, 2042]
hair-title: ತಲೆಕೂದಲ ಆರೋಗ್ಯ [257, 1388, 445, 1421]
zodiac-sign [568, 2096, 816, 2232]
method-label-box [462, 223, 689, 274]
section-label-b: ಟಿಪ್ಸ್ [194, 150, 267, 198]
astrology-section [11, 1816, 821, 2403]
zodiac-icon: ♒ [568, 2096, 618, 2146]
slavery-title-b: ಅದರ ನಿರ್ಮೂಲನೆಯ [1127, 1856, 1284, 1881]
myopia-section [699, 1144, 1527, 1808]
myopia-title-b: ಮತ್ತು ಅಸ್ಟಿಗ್ಮಾಟಿಸಂ ಪ್ರಕರಣಗಳಲ್ಲಿ ಹೆಚ್ಚಳ [911, 1196, 1315, 1232]
zodiac-name: ವೃಶ್ಚಿಕ [359, 2279, 382, 2291]
govinda-article-b: ಸಮನ್ಸ್ ಜಾರಿ ಮಾಡಿದ್ದು ವಿಚಾರಣೆಗೆ ಹಾಜರಾಗಲು ಸೂಚಿಸಲಾಗಿದೆ. ಈ ಹಿಂದೆಯೂ ದಂಪತಿಗಳ ನಡುವಿನ ಭಿನ್ನಾಭಿಪ್ರಾಯದ ಬಗ್ಗೆ ವದಂತಿಗಳು ಹರಿದಾಡಿದ್ದವು. ಈ ಜೋಡಿ 37 ವರ್ಷಗಳ ದಾಂಪತ್ಯ ಜೀವನ ನಡೆಸಿದ್ದು, ಇಬ್ಬರು ಮಕ್ಕಳಿದ್ದಾರೆ. ಸುನೀತಾ ಅವರು ಕೌಟುಂಬಿಕ ನ್ಯಾಯಾಲಯದಲ್ಲಿ ವಿಚ್ಛೇದನ ಅರ್ಜಿ ಸಲ್ಲಿಸಿದ್ದಾರೆ. [1300, 842, 1523, 951]
bulb-icon [19, 105, 108, 202]
zodiac-prediction: ದಾಂಪತ್ಯದಲ್ಲಿ ಕಿರಿಕಿರಿ, ವೃತ್ತಿಯಲ್ಲಿ ವ್ಯಾಪಾರದಲ್ಲಿ ಸಣ್ಣ ಸಮಸ್ಯೆ, ಪಾಲುದಾರಿಕೆಯಲ್ಲಿ ನಷ್ಟ, ಹಣಕಾಸಿನಲ್ಲಿ ನಿಧಾನ. [76, 1994, 280, 2041]
ingredients-label-box [14, 536, 151, 625]
slavery-title-box [1036, 1819, 1376, 1927]
myopia-title-a: ಬೆಂಗಳೂರಿನಲ್ಲಿ ಕಳೆದ ಒಂದು ದಶಕದಲ್ಲಿ ಮೈಯೋಪಿಯಾ [838, 1155, 1389, 1190]
govinda-photo [699, 751, 1055, 1139]
health-tips-badge [304, 1133, 413, 1241]
banner-box [736, 8, 968, 209]
zodiac-icon: ♍ [301, 2050, 351, 2101]
